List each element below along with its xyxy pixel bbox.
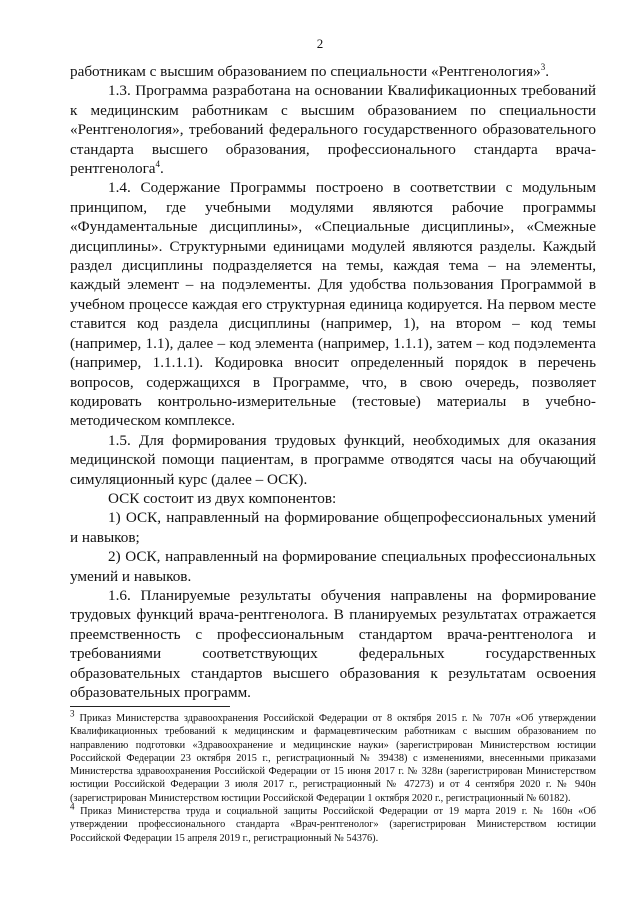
footnote-3: $^3$ Приказ Министерства здравоохранения Российской Федерации от 8 октября 2015 г. № 707н «Об утверждении Квалификационных требований к медицинским и фармацевтическим работникам с высшим образованием по направлению подготовки «Здравоохранение и медицинские науки» (зарегистрирован Министерством юстиции Российской Федерации 23 октября 2015 г., регистрационный № 39438) с изменениями, внесенными приказами Министерства здравоохранения Российской Федерации от 15 июня 2017 г. № 328н (зарегистрирован Министерством юстиции Российской Федерации 3 июля 2017 г., регистрационный № 47273) и от 4 сентября 2020 г. № 940н (зарегистрирован Министерством юстиции Российской Федерации 1 октября 2020 г., регистрационный № 60182).: [70, 708, 597, 804]
paragraph-osk-item-2: 2) ОСК, направленный на формирование специальных профессиональных умений и навыков.: [70, 548, 596, 585]
paragraph-1-5: 1.5. Для формирования трудовых функций, необходимых для оказания медицинской помощи пациентам, в программе отводятся часы на обучающий симуляционный курс (далее – ОСК).: [70, 431, 596, 488]
paragraph-osk-item-1: 1) ОСК, направленный на формирование общепрофессиональных умений и навыков;: [70, 509, 596, 546]
footnote-ref-3[interactable]: 3: [540, 61, 546, 72]
paragraph-osk-intro: ОСК состоит из двух компонентов:: [108, 489, 337, 507]
body-text: [70, 62, 596, 702]
footnote-divider: [70, 706, 230, 707]
paragraph-continuation: работникам с высшим образованием по специальности «Рентгенология»$^3$.: [70, 61, 550, 80]
paragraph-1-4: 1.4. Содержание Программы построено в соответствии с модульным принципом, где учебными модулями являются рабочие программы «Фундаментальные дисциплины», «Специальные дисциплины», «Смежные дисциплины». Структурными единицами модулей являются разделы. Каждый раздел дисциплины подразделяется на темы, каждая тема – на элементы, каждый элемент – на подэлементы. Для удобства пользования Программой в учебном процессе каждая его структурная единица кодируется. На первом месте ставится код раздела дисциплины (например, 1), на втором – код темы (например, 1.1), далее – код элемента (например, 1.1.1), затем – код подэлемента (например, 1.1.1.1). Кодировка вносит определенный порядок в перечень вопросов, содержащихся в Программе, что, в свою очередь, позволяет кодировать контрольно-измерительные (тестовые) материалы в учебно-методическом комплексе.: [70, 179, 596, 430]
page-number: 2: [316, 36, 324, 51]
paragraph-1-6: 1.6. Планируемые результаты обучения направлены на формирование трудовых функций врача-рентгенолога. В планируемых результатах отражается преемственность с профессиональным стандартом врача-рентгенолога и требованиями соответствующих федеральных государственных образовательных стандартов высшего образования к результатам освоения образовательных программ.: [70, 586, 596, 701]
footnotes: [70, 708, 597, 845]
footnote-4: $^4$ Приказ Министерства труда и социальной защиты Российской Федерации от 19 марта 2019 г. № 160н «Об утверждении профессионального стандарта «Врач-рентгенолог» (зарегистрирован Министерством юстиции Российской Федерации 15 апреля 2019 г., регистрационный № 54376).: [70, 801, 596, 844]
paragraph-1-3: 1.3. Программа разработана на основании Квалификационных требований к медицинским работникам с высшим образованием по специальности «Рентгенология», требований федерального государственного образовательного стандарта высшего образования, профессионального стандарта врача-рентгенолога$^4$.: [70, 82, 596, 178]
footnote-ref-4[interactable]: 4: [155, 158, 161, 169]
